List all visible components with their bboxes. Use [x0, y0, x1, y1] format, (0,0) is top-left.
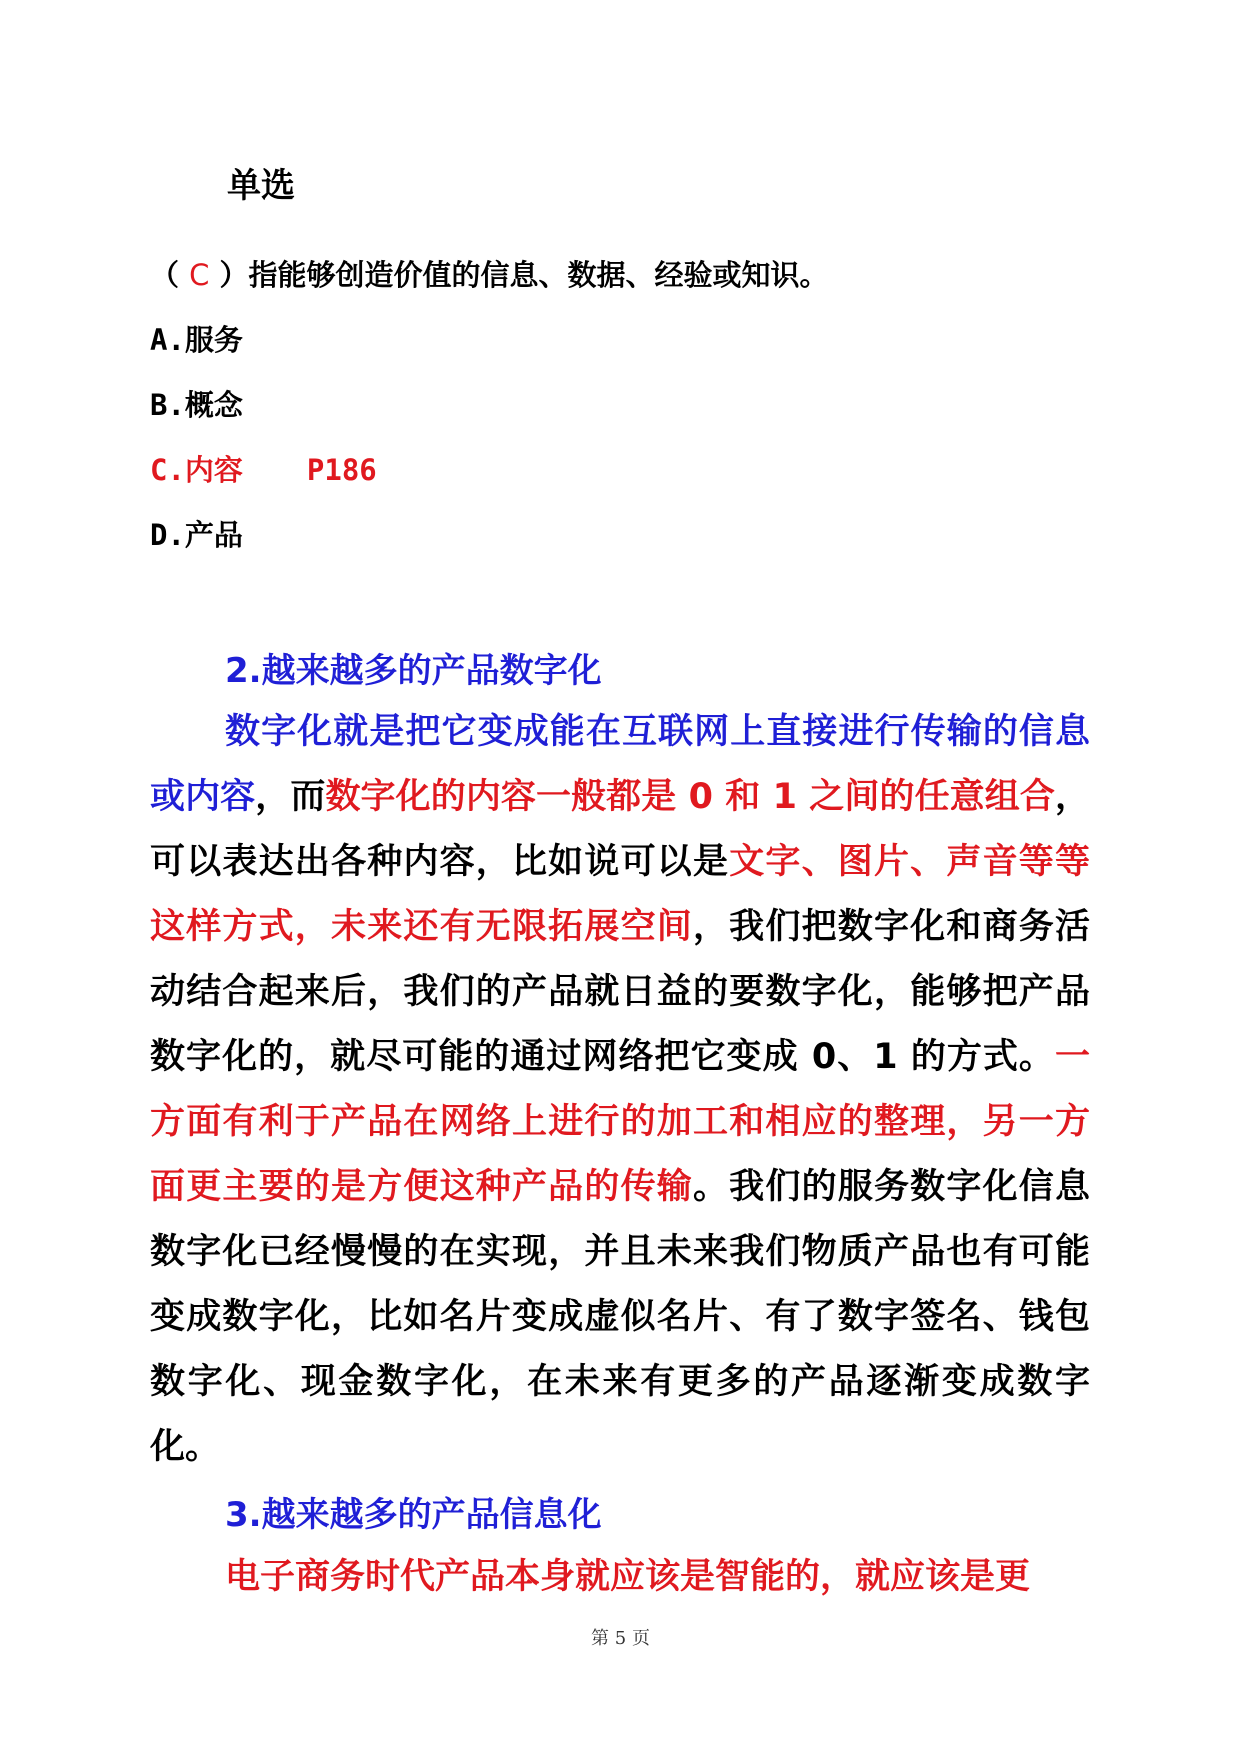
para-segment: ，可以表达出各种内容，比如说可以是 [150, 777, 1090, 882]
question-answer: C [189, 258, 210, 292]
option-c [150, 448, 377, 489]
option-c-label: C.内容 [150, 453, 243, 487]
option-c-page-ref: P186 [306, 453, 377, 487]
para-segment: 一方面有利于产品在网络上进行的加工和相应的整理，另一方面更主要的是方便这种产品的传输 [150, 1037, 1090, 1207]
para-segment: 数字化就是把它变成能在互联网上直接进行传输的信息或内容 [150, 712, 1090, 817]
option-b: B.概念 [150, 388, 243, 422]
option-d: D.产品 [150, 518, 243, 552]
section-2-title: 2.越来越多的产品数字化 [225, 651, 602, 691]
question-stem [150, 253, 828, 294]
section-3-paragraph: 电子商务时代产品本身就应该是智能的，就应该是更 [225, 1557, 1031, 1597]
para-segment: ，我们把数字化和商务活动结合起来后，我们的产品就日益的要数字化，能够把产品数字化的，就尽可能的通过网络把它变成 0、1 的方式。 [150, 907, 1090, 1077]
para-segment: ，而 [255, 777, 326, 817]
option-a: A.服务 [150, 323, 243, 357]
question-text: ）指能够创造价值的信息、数据、经验或知识。 [219, 258, 829, 292]
para-segment: 文字、图片、声音等等这样方式，未来还有无限拓展空间 [150, 842, 1090, 947]
section-heading: 单选 [227, 166, 295, 206]
para-segment: 。我们的服务数字化信息数字化已经慢慢的在实现，并且未来我们物质产品也有可能变成数字化，比如名片变成虚似名片、有了数字签名、钱包数字化、现金数字化，在未来有更多的产品逐渐变成数字化。 [150, 1167, 1090, 1467]
section-2-paragraph [150, 700, 1090, 1480]
question-open-paren: （ [150, 258, 190, 292]
section-3-title: 3.越来越多的产品信息化 [225, 1495, 602, 1535]
page-number: 第 5 页 [591, 1628, 650, 1649]
para-segment: 数字化的内容一般都是 0 和 1 之间的任意组合 [325, 777, 1055, 817]
